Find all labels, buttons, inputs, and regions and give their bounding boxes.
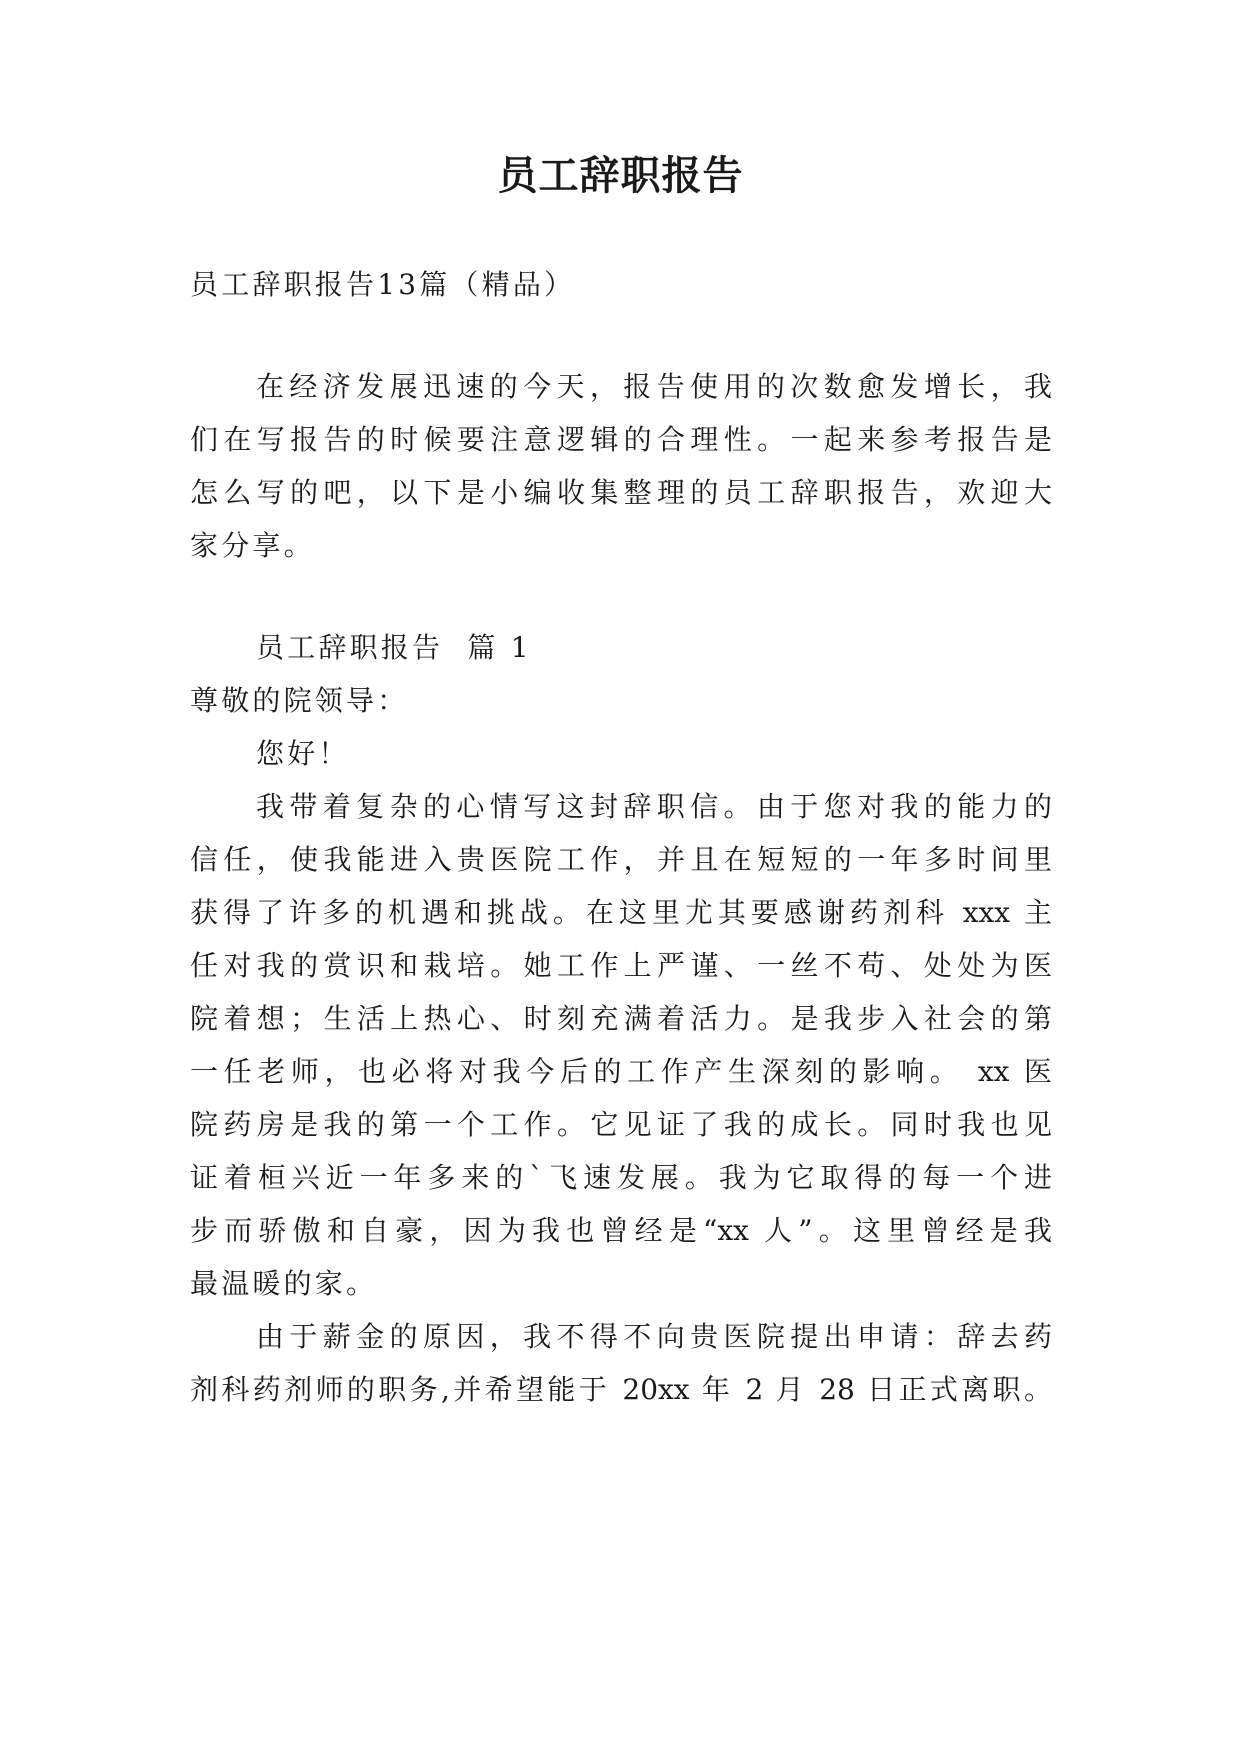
intro-line: 在经济发展迅速的今天，报告使用的次数愈发增长，我 — [256, 370, 1052, 403]
document-subtitle: 员工辞职报告13篇（精品） — [190, 268, 576, 301]
paragraph-line: 获得了许多的机遇和挑战。在这里尤其要感谢药剂科 xxx 主 — [190, 896, 1052, 929]
paragraph-line: 院药房是我的第一个工作。它见证了我的成长。同时我也见 — [190, 1108, 1052, 1141]
paragraph-line: 最温暖的家。 — [190, 1267, 378, 1300]
paragraph-line: 剂科药剂师的职务,并希望能于 20xx 年 2 月 28 日正式离职。 — [190, 1373, 1052, 1406]
salutation: 尊敬的院领导： — [190, 684, 409, 717]
intro-line: 家分享。 — [190, 529, 315, 562]
paragraph-line: 任对我的赏识和栽培。她工作上严谨、一丝不苟、处处为医 — [190, 949, 1052, 982]
intro-line: 们在写报告的时候要注意逻辑的合理性。一起来参考报告是 — [190, 423, 1052, 456]
greeting: 您好！ — [256, 737, 350, 770]
paragraph-line: 院着想；生活上热心、时刻充满着活力。是我步入社会的第 — [190, 1002, 1052, 1035]
paragraph-line: 信任，使我能进入贵医院工作，并且在短短的一年多时间里 — [190, 843, 1052, 876]
paragraph-line: 步而骄傲和自豪，因为我也曾经是“xx 人”。这里曾经是我 — [190, 1214, 1052, 1247]
document-title: 员工辞职报告 — [497, 153, 744, 199]
paragraph-line: 我带着复杂的心情写这封辞职信。由于您对我的能力的 — [256, 790, 1052, 823]
paragraph-line: 证着桓兴近一年多来的`飞速发展。我为它取得的每一个进 — [190, 1161, 1052, 1194]
section-heading: 员工辞职报告 篇 1 — [256, 631, 532, 664]
paragraph-line: 由于薪金的原因，我不得不向贵医院提出申请：辞去药 — [256, 1320, 1052, 1353]
paragraph-line: 一任老师，也必将对我今后的工作产生深刻的影响。 xx 医 — [190, 1055, 1052, 1088]
intro-line: 怎么写的吧，以下是小编收集整理的员工辞职报告，欢迎大 — [190, 476, 1052, 509]
